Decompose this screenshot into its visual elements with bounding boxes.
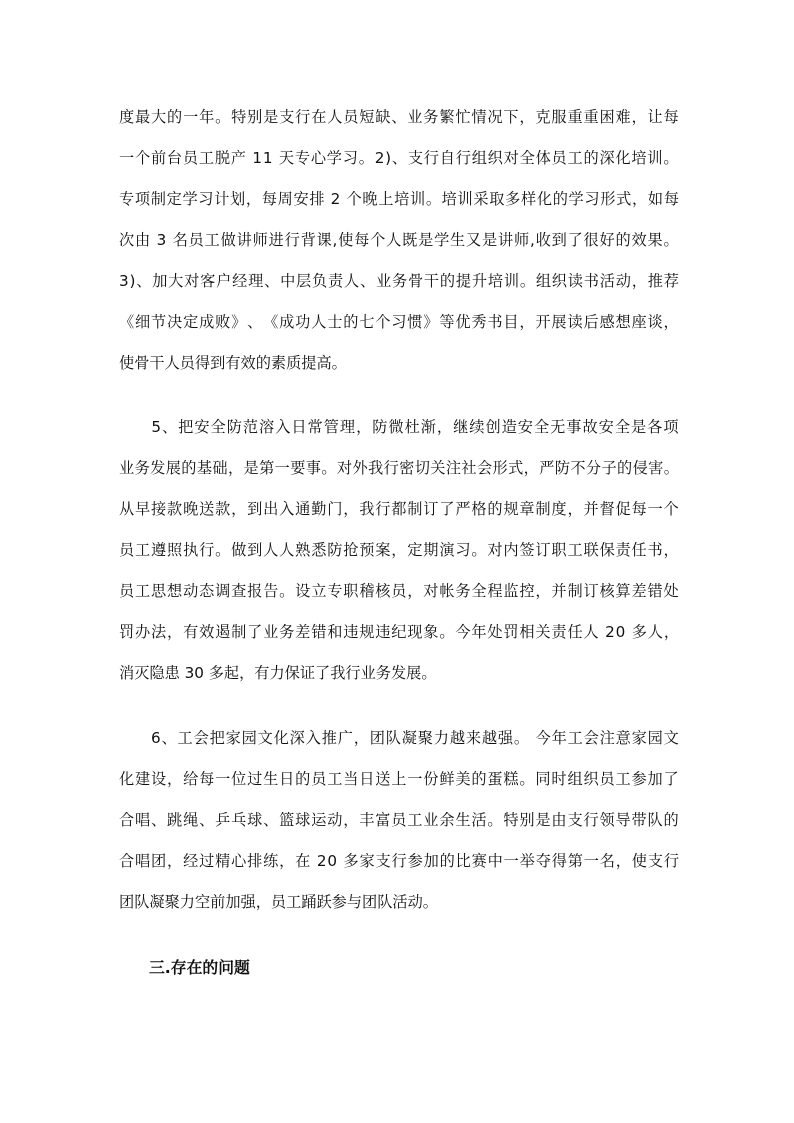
text-line: 次 由 3 名 员 工 做 讲 师 进 行 背 课 , 使 每 个 人 既 是 学 生 又 是 讲 师 , 收 到 了 很 好 的 效 果 。 xyxy=(119,231,679,249)
text-line: 罚 办 法 ， 有 效 遏 制 了 业 务 差 错 和 违 规 违 纪 现 象 。 今 年 处 罚 相 关 责 任 人 2 0 多 人 ， xyxy=(119,623,679,641)
text-line: 员 工 遵 照 执 行 。 做 到 人 人 熟 悉 防 抢 预 案 ， 定 期 演 习 。 对 内 签 订 职 工 联 保 责 任 书 ， xyxy=(119,541,679,559)
text-line: 员 工 思 想 动 态 调 查 报 告 。 设 立 专 职 稽 核 员 ， 对 帐 务 全 程 监 控 ， 并 制 订 核 算 差 错 处 xyxy=(119,582,679,600)
text-line: 团队凝聚力空前加强，员工踊跃参与团队活动。 xyxy=(119,893,438,911)
text-line: 合 唱 团 ， 经 过 精 心 排 练 ， 在 2 0 多 家 支 行 参 加 的 比 赛 中 一 举 夺 得 第 一 名 ， 使 支 行 xyxy=(119,852,679,870)
section-heading: 三.存在的问题 xyxy=(149,958,250,977)
text-line: 6 、 工 会 把 家 园 文 化 深 入 推 广 ， 团 队 凝 聚 力 越 来 越 强 。 今 年 工 会 注 意 家 园 文 xyxy=(151,729,679,747)
paragraph-security xyxy=(119,407,679,694)
text-line: 业 务 发 展 的 基 础 ， 是 第 一 要 事 。 对 外 我 行 密 切 关 注 社 会 形 式 ， 严 防 不 分 子 的 侵 害 。 xyxy=(119,459,679,477)
text-line: 合 唱 、 跳 绳 、 乒 乓 球 、 篮 球 运 动 ， 丰 富 员 工 业 余 生 活 。 特 别 是 由 支 行 领 导 带 队 的 xyxy=(119,811,679,829)
paragraph-union xyxy=(119,718,679,923)
text-line: 化 建 设 ， 给 每 一 位 过 生 日 的 员 工 当 日 送 上 一 份 鲜 美 的 蛋 糕 。 同 时 组 织 员 工 参 加 了 xyxy=(119,770,679,788)
text-line: 3 ) 、 加 大 对 客 户 经 理 、 中 层 负 责 人 、 业 务 骨 干 的 提 升 培 训 。 组 织 读 书 活 动 ， 推 荐 xyxy=(119,272,679,290)
text-line: 度 最 大 的 一 年 。 特 别 是 支 行 在 人 员 短 缺 、 业 务 繁 忙 情 况 下 ， 克 服 重 重 困 难 ， 让 每 xyxy=(119,108,679,126)
text-line: 《 细 节 决 定 成 败 》 、 《 成 功 人 士 的 七 个 习 惯 》 等 优 秀 书 目 ， 开 展 读 后 感 想 座 谈 ， xyxy=(119,313,679,331)
paragraph-training xyxy=(119,97,679,384)
text-line: 专 项 制 定 学 习 计 划 ， 每 周 安 排 2 个 晚 上 培 训 。 培 训 采 取 多 样 化 的 学 习 形 式 ， 如 每 xyxy=(119,190,679,208)
text-line: 使骨干人员得到有效的素质提高。 xyxy=(119,354,347,372)
text-line: 从 早 接 款 晚 送 款 ， 到 出 入 通 勤 门 ， 我 行 都 制 订 了 严 格 的 规 章 制 度 ， 并 督 促 每 一 个 xyxy=(119,500,679,518)
text-line: 5 、 把 安 全 防 范 溶 入 日 常 管 理 ， 防 微 杜 渐 ， 继 续 创 造 安 全 无 事 故 安 全 是 各 项 xyxy=(151,418,679,436)
text-line: 消灭隐患 30 多起，有力保证了我行业务发展。 xyxy=(119,664,437,682)
text-line: 一 个 前 台 员 工 脱 产 1 1 天 专 心 学 习 。 2 ) 、 支 行 自 行 组 织 对 全 体 员 工 的 深 化 培 训 。 xyxy=(119,149,679,167)
